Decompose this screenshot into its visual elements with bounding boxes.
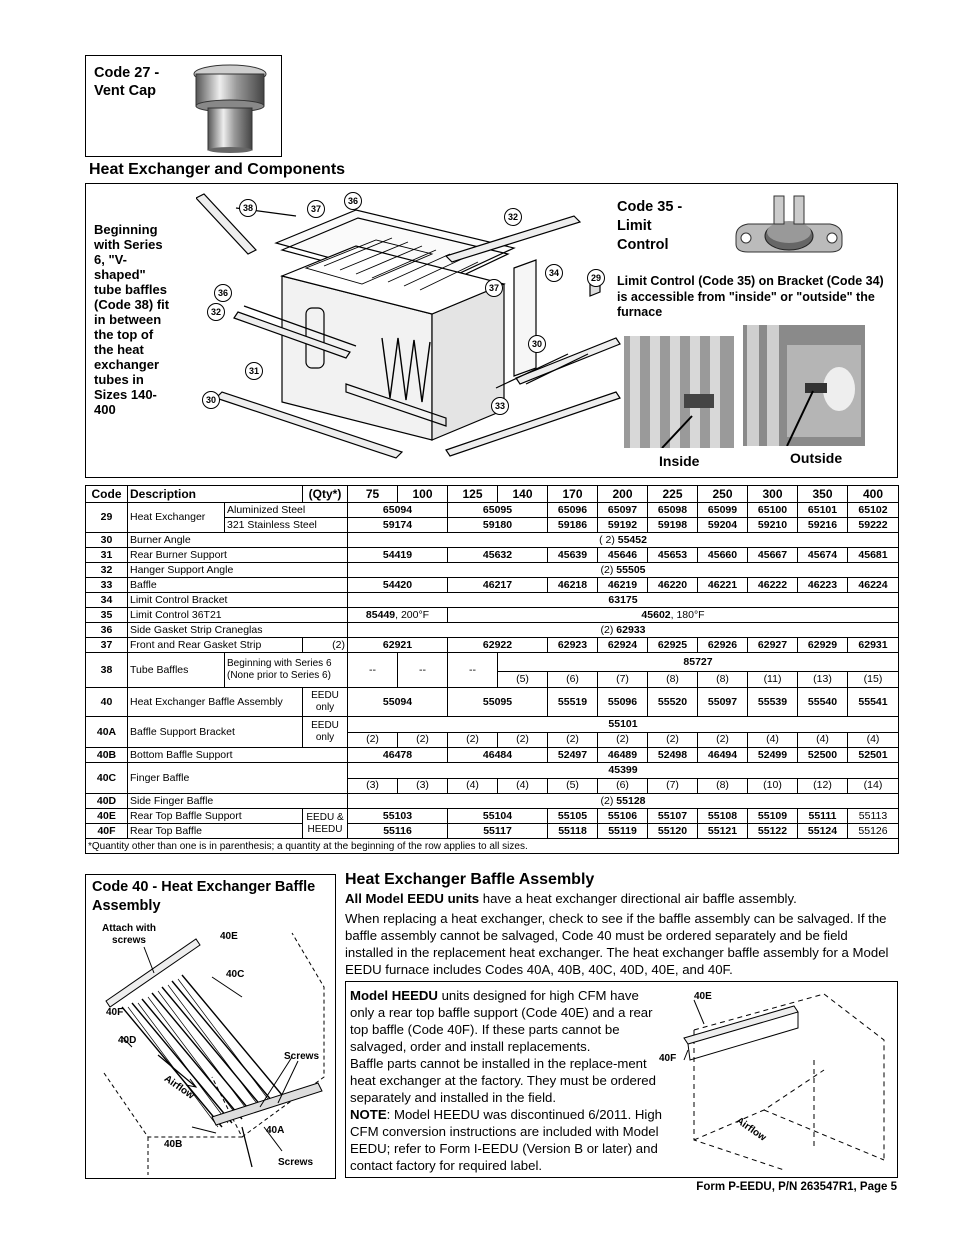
callout-30: 30: [202, 391, 220, 409]
callout-37: 37: [485, 279, 503, 297]
limit-control-illustration: [734, 192, 844, 264]
table-row: 35 Limit Control 36T21 85449, 200°F 45602, 180°F: [86, 608, 899, 623]
table-row: (5) (6) (7) (8) (8) (11) (13) (15): [86, 672, 899, 688]
header-size-200: 200: [598, 486, 648, 503]
callout-37: 37: [307, 200, 325, 218]
callout-36: 36: [214, 284, 232, 302]
baffle-section-title: Heat Exchanger Baffle Assembly: [345, 871, 595, 888]
baffle-lead: All Model EEDU units have a heat exchanger directional air baffle assembly.: [345, 891, 797, 906]
vent-cap-illustration: [186, 60, 274, 154]
callout-32: 32: [504, 208, 522, 226]
table-row: (2) (2) (2) (2) (2) (2) (2) (2) (4) (4) (4): [86, 732, 899, 748]
table-row: 321 Stainless Steel 59174 59180 59186 59192 59198 59204 59210 59216 59222: [86, 518, 899, 533]
header-size-75: 75: [348, 486, 398, 503]
callout-30: 30: [528, 335, 546, 353]
table-row: 40A Baffle Support Bracket EEDU only 55101: [86, 717, 899, 733]
limit-control-inside-photo: [624, 336, 734, 448]
header-size-140: 140: [498, 486, 548, 503]
outside-label: Outside: [790, 450, 843, 466]
header-size-250: 250: [698, 486, 748, 503]
callout-31: 31: [245, 362, 263, 380]
vent-cap-title: Code 27 - Vent Cap: [94, 65, 160, 99]
callout-36: 36: [344, 192, 362, 210]
header-size-400: 400: [848, 486, 899, 503]
header-code: Code: [86, 486, 128, 503]
header-size-350: 350: [798, 486, 848, 503]
label-40a: 40A: [266, 1125, 285, 1136]
callout-32: 32: [207, 303, 225, 321]
heat-exchanger-diagram-box: [85, 183, 898, 478]
baffle-section-text: [345, 890, 895, 978]
vent-cap-box: [85, 55, 282, 157]
heedu-label-40f: 40F: [659, 1053, 677, 1064]
label-attach-with-screws: Attach with screws: [102, 923, 156, 946]
limit-control-title: Code 35 - Limit Control: [617, 199, 683, 253]
table-row: 30 Burner Angle ( 2) 55452: [86, 533, 899, 548]
label-40e: 40E: [220, 931, 238, 942]
limit-control-caption: Limit Control (Code 35) on Bracket (Code 34) is accessible from "inside" or "outside" the furnace: [617, 274, 884, 319]
code40-title: Code 40 - Heat Exchanger Baffle Assembly: [92, 879, 316, 914]
table-header-row: [86, 486, 899, 503]
table-row: 40F Rear Top Baffle 55116 55117 55118 55119 55120 55121 55122 55124 55126: [86, 824, 899, 839]
table-row: 40C Finger Baffle 45399: [86, 763, 899, 779]
label-screws-bottom: Screws: [278, 1157, 314, 1168]
inside-label: Inside: [659, 453, 700, 469]
heedu-box: [345, 981, 898, 1178]
callout-33: 33: [491, 397, 509, 415]
table-row: 40B Bottom Baffle Support 46478 46484 52497 46489 52498 46494 52499 52500 52501: [86, 748, 899, 763]
label-airflow: Airflow: [161, 1073, 196, 1102]
label-screws-top: Screws: [284, 1051, 320, 1062]
heedu-text: Model HEEDU units designed for high CFM have only a rear top baffle support (Code 40E) and a rear top baffle (Code 40F). If these parts cannot be salvaged, order and install replacements. Baffle parts cannot be installed in the replace-ment heat exchanger at the factory. They must be ordered separately and installed in the field. NOTE: Model HEEDU was discontinued 6/2011. High CFM conversion instructions are included with Model EEDU; refer to Form I-EEDU (Version B or later) and contact factory for required label.: [350, 988, 663, 1173]
table-row: 38 Tube Baffles Beginning with Series 6 (None prior to Series 6) -- -- -- 85727: [86, 653, 899, 672]
header-size-170: 170: [548, 486, 598, 503]
code40-box: [85, 874, 336, 1179]
limit-control-outside-photo: [743, 325, 865, 446]
heat-exchanger-exploded-drawing: [196, 188, 636, 474]
table-footnote: *Quantity other than one is in parenthesis; a quantity at the beginning of the row applies to all sizes.: [86, 839, 899, 854]
callout-38: 38: [239, 199, 257, 217]
label-40c: 40C: [226, 969, 245, 980]
parts-table: [85, 485, 899, 854]
page-footer: Form P-EEDU, P/N 263547R1, Page 5: [696, 1181, 897, 1193]
callout-34: 34: [545, 264, 563, 282]
baffle-paragraph: When replacing a heat exchanger, check to see if the baffle assembly can be salvaged. If the baffle assembly cannot be salvaged, Code 40 must be ordered separately and be field installed in the replacement heat exchanger. The heat exchanger baffle assembly for a Model EEDU furnace includes Codes 40A, 40B, 40C, 40D, 40E, and 40F.: [345, 911, 889, 977]
table-row: 29 Heat Exchanger Aluminized Steel 65094 65095 65096 65097 65098 65099 65100 65101 65102: [86, 503, 899, 518]
header-size-100: 100: [398, 486, 448, 503]
label-40f: 40F: [106, 1007, 124, 1018]
table-row: 36 Side Gasket Strip Craneglas (2) 62933: [86, 623, 899, 638]
table-footnote-row: [86, 839, 899, 854]
label-40d: 40D: [118, 1035, 137, 1046]
table-row: 40D Side Finger Baffle (2) 55128: [86, 794, 899, 809]
header-size-300: 300: [748, 486, 798, 503]
table-row: 40E Rear Top Baffle Support EEDU & HEEDU 55103 55104 55105 55106 55107 55108 55109 55111 55113: [86, 809, 899, 824]
table-row: 33 Baffle 54420 46217 46218 46219 46220 46221 46222 46223 46224: [86, 578, 899, 593]
table-row: 40 Heat Exchanger Baffle Assembly EEDU only 55094 55095 55519 55096 55520 55097 55539 55540 55541: [86, 688, 899, 717]
heedu-baffle-drawing: [664, 990, 894, 1176]
table-row: 37 Front and Rear Gasket Strip (2) 62921 62922 62923 62924 62925 62926 62927 62929 62931: [86, 638, 899, 653]
table-row: (3) (3) (4) (4) (5) (6) (7) (8) (10) (12) (14): [86, 778, 899, 794]
section-title: Heat Exchanger and Components: [89, 161, 346, 178]
callout-29: 29: [587, 269, 605, 287]
table-row: 32 Hanger Support Angle (2) 55505: [86, 563, 899, 578]
header-size-125: 125: [448, 486, 498, 503]
heedu-label-40e: 40E: [694, 991, 712, 1002]
header-size-225: 225: [648, 486, 698, 503]
label-40b: 40B: [164, 1139, 183, 1150]
table-row: 34 Limit Control Bracket 63175: [86, 593, 899, 608]
heedu-label-airflow: Airflow: [733, 1115, 768, 1144]
diagram-note: Beginning with Series 6, "V-shaped" tube baffles (Code 38) fit in between the top of the heat exchanger tubes in Sizes 140-400: [94, 222, 170, 417]
header-description: Description: [128, 486, 303, 503]
header-qty: (Qty*): [303, 486, 348, 503]
table-row: 31 Rear Burner Support 54419 45632 45639 45646 45653 45660 45667 45674 45681: [86, 548, 899, 563]
